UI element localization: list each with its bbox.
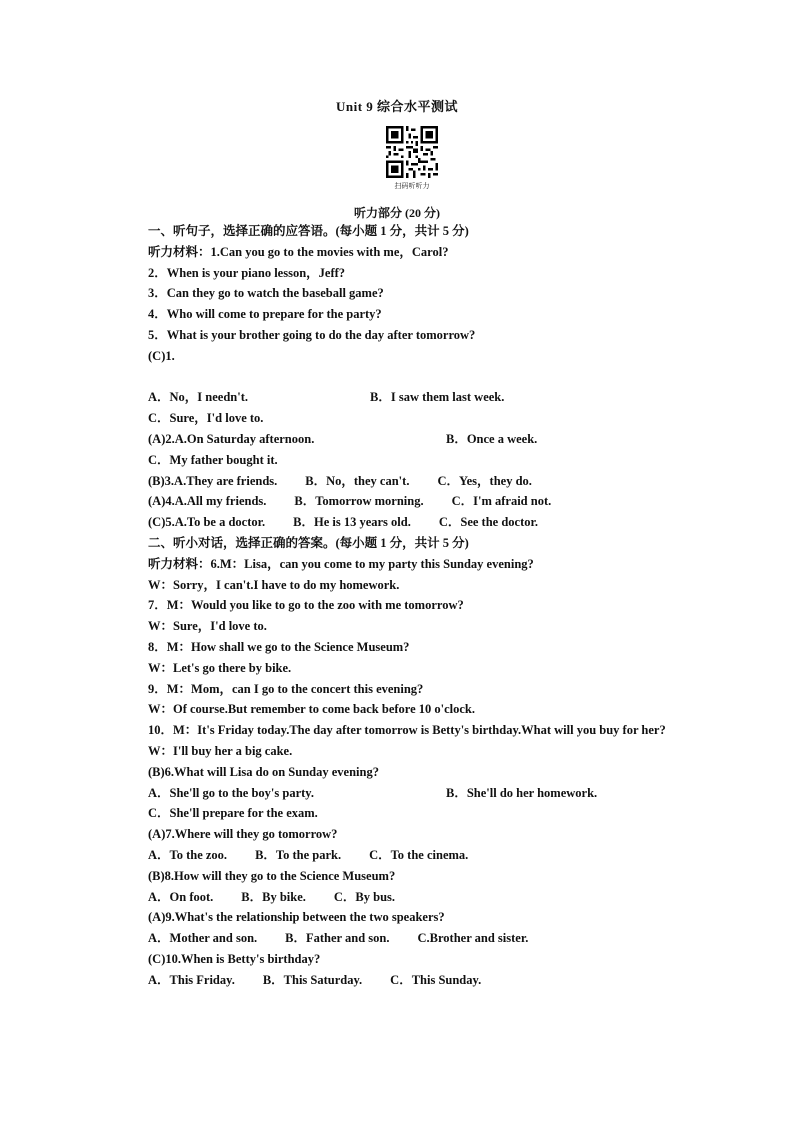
material-line: 3．Can they go to watch the baseball game? (148, 286, 384, 301)
option-b: B．This Saturday. (262, 972, 363, 987)
option-a: A．To the zoo. (148, 847, 228, 862)
dialogue-line: W：Let's go there by bike. (148, 660, 292, 675)
question-stem: (C)10.When is Betty's birthday? (148, 951, 321, 966)
question-label: (C)1. (148, 348, 175, 363)
option-row (118, 387, 678, 408)
option-b: B．To the park. (255, 847, 342, 862)
option-c: C.Brother and sister. (417, 931, 529, 946)
dialogue-line: W：I'll buy her a big cake. (148, 743, 293, 758)
question-stem: (B)6.What will Lisa do on Sunday evening? (148, 764, 379, 779)
option-b: B．Once a week. (446, 431, 538, 446)
option-a: (C)5.A.To be a doctor. (148, 515, 266, 530)
material-line: 5．What is your brother going to do the day after tomorrow? (148, 327, 476, 342)
dialogue-line: W：Sure，I'd love to. (148, 619, 267, 634)
option-row (118, 491, 678, 512)
option-a: A．On foot. (148, 889, 214, 904)
option-b: B．She'll do her homework. (446, 785, 598, 800)
question-stem: (A)7.Where will they go tomorrow? (148, 827, 338, 842)
option-row (118, 471, 678, 492)
dialogue-line: W：Of course.But remember to come back before 10 o'clock. (148, 702, 476, 717)
dialogue-line: 7．M：Would you like to go to the zoo with me tomorrow? (148, 598, 464, 613)
option-c: C．See the doctor. (438, 515, 539, 530)
option-a: A．She'll go to the boy's party. (148, 785, 314, 800)
option-row (118, 845, 678, 866)
option-row (118, 887, 678, 908)
exam-content (118, 221, 678, 990)
option-a: A．No，I needn't. (148, 390, 249, 405)
option-c: C．My father bought it. (148, 452, 278, 467)
section-title: 听力部分 (20 分) (354, 206, 440, 220)
option-c: C．To the cinema. (369, 847, 469, 862)
option-c: C．By bus. (333, 889, 396, 904)
option-row (118, 429, 678, 450)
option-c: C．I'm afraid not. (451, 494, 552, 509)
option-row (118, 928, 678, 949)
dialogue-line: 8．M：How shall we go to the Science Museum? (148, 639, 410, 654)
option-row (118, 783, 678, 804)
option-c: C．Yes，they do. (437, 473, 532, 488)
material-line: 4．Who will come to prepare for the party? (148, 307, 382, 322)
option-a: (A)4.A.All my friends. (148, 494, 267, 509)
option-a: (B)3.A.They are friends. (148, 473, 278, 488)
option-b: B．Tomorrow morning. (294, 494, 424, 509)
page-title: Unit 9 综合水平测试 (335, 99, 459, 114)
question-stem: (B)8.How will they go to the Science Museum? (148, 868, 396, 883)
option-a: A．This Friday. (148, 972, 235, 987)
option-c: C．She'll prepare for the exam. (148, 806, 318, 821)
option-b: B．No，they can't. (305, 473, 410, 488)
dialogue-line: 10．M：It's Friday today.The day after tomorrow is Betty's birthday.What will you buy for her? (148, 723, 666, 738)
dialogue-line: 9．M：Mom，can I go to the concert this evening? (148, 681, 424, 696)
option-b: B．He is 13 years old. (293, 515, 411, 530)
option-b: B．I saw them last week. (370, 390, 505, 405)
option-row (118, 512, 678, 533)
option-a: A．Mother and son. (148, 931, 258, 946)
material-line: 听力材料：1.Can you go to the movies with me，Carol? (148, 244, 449, 259)
part1-heading: 一、听句子，选择正确的应答语。(每小题 1 分，共计 5 分) (148, 224, 469, 238)
part2-heading: 二、听小对话，选择正确的答案。(每小题 1 分，共计 5 分) (148, 535, 469, 550)
dialogue-line: 听力材料：6.M：Lisa，can you come to my party this Sunday evening? (148, 556, 534, 571)
option-row (118, 970, 678, 991)
option-c: C．This Sunday. (390, 972, 482, 987)
dialogue-line: W：Sorry，I can't.I have to do my homework. (148, 577, 400, 592)
qr-caption: 扫码听听力 (394, 182, 430, 190)
question-stem: (A)9.What's the relationship between the two speakers? (148, 910, 445, 925)
qr-code-icon (386, 126, 438, 178)
option-a: (A)2.A.On Saturday afternoon. (148, 431, 315, 446)
option-b: B．By bike. (241, 889, 306, 904)
option-c: C．Sure，I'd love to. (148, 411, 264, 426)
material-line: 2．When is your piano lesson，Jeff? (148, 265, 346, 280)
option-b: B．Father and son. (285, 931, 390, 946)
